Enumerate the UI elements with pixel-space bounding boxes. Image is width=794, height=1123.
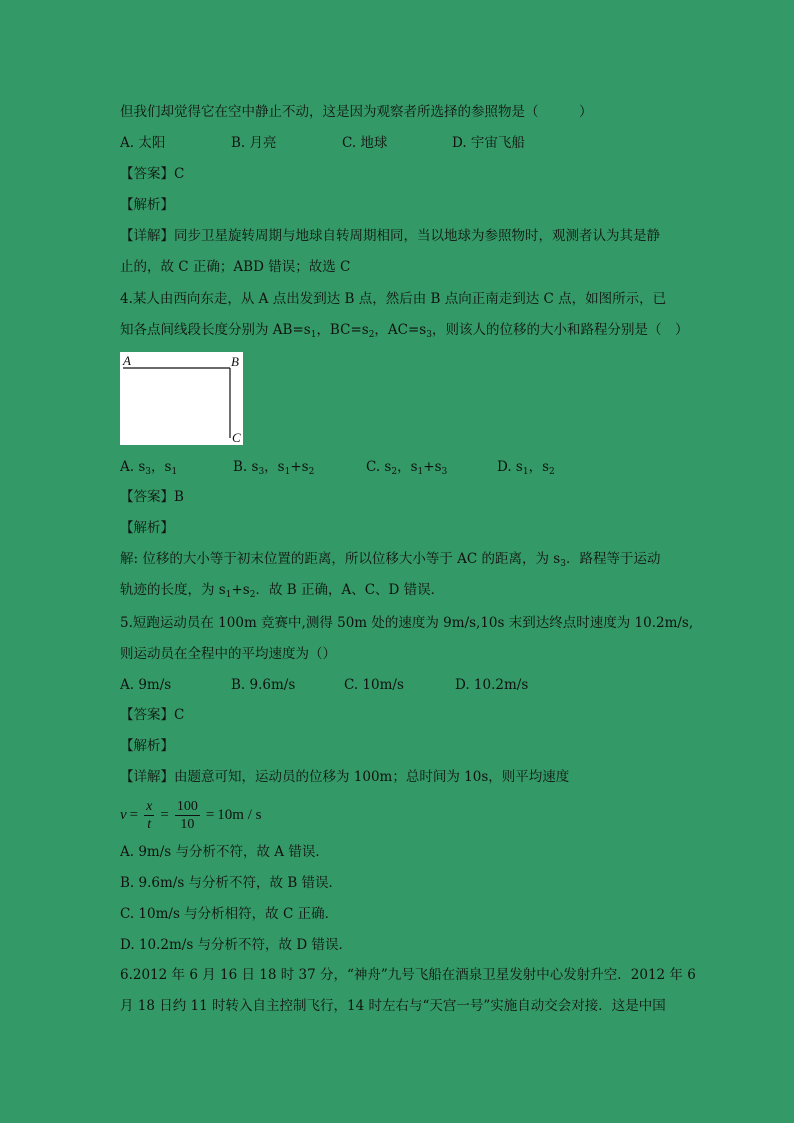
q5-eval-d: D. 10.2m/s 与分析不符，故 D 错误． — [120, 937, 352, 953]
q5-eval-b: B. 9.6m/s 与分析不符，故 B 错误． — [120, 875, 343, 891]
q3-option-d: D. 宇宙飞船 — [452, 135, 525, 151]
path-diagram-figure — [120, 352, 243, 445]
q5-answer: 【答案】C — [120, 707, 185, 723]
q5-stem-line-1: 5.短跑运动员在 100m 竞赛中,测得 50m 处的速度为 9m/s,10s 末到达终点时速度为 10.2m/s, — [120, 615, 694, 631]
q4-option-b: B. $s_3$，$s_1+s_2$ — [233, 459, 315, 477]
q3-answer: 【答案】C — [120, 166, 185, 182]
q4-solution-line-1: 解: 位移的大小等于初末位置的距离，所以位移大小等于 AC 的距离，为 $s_3$．路程等于运动 — [120, 551, 661, 569]
q5-stem-line-2: 则运动员在全程中的平均速度为（） — [120, 646, 336, 662]
q5-option-a: A. 9m/s — [120, 677, 172, 693]
formula-result: 10m / s — [217, 806, 262, 823]
q5-detail-line-1: 【详解】由题意可知，运动员的位移为 100m；总时间为 10s，则平均速度 — [120, 769, 570, 785]
q3-option-a: A. 太阳 — [120, 135, 166, 151]
q3-detail-line-2: 止的，故 C 正确；ABD 错误；故选 C — [120, 259, 351, 275]
formula-eq1: = — [129, 806, 139, 823]
point-b-label: B — [231, 354, 239, 369]
q4-option-c: C. $s_2$，$s_1+s_3$ — [366, 459, 448, 477]
q3-option-b: B. 月亮 — [231, 135, 277, 151]
q4-answer: 【答案】B — [120, 489, 184, 505]
point-a-label: A — [123, 353, 131, 368]
formula-eq3: = — [205, 806, 215, 823]
formula-fraction-x-over-t: $\frac{x}{t}$ — [146, 798, 153, 832]
formula-v: v — [120, 806, 127, 823]
average-velocity-formula — [120, 795, 261, 835]
q5-analysis-label: 【解析】 — [120, 738, 174, 754]
q3-option-c: C. 地球 — [342, 135, 388, 151]
q6-stem-line-2: 月 18 日约 11 时转入自主控制飞行，14 时左右与“天宫一号”实施自动交会对接．这是中国 — [120, 998, 666, 1014]
q3-stem-continuation: 但我们却觉得它在空中静止不动，这是因为观察者所选择的参照物是（ ） — [120, 104, 593, 120]
q4-stem-line-2: 知各点间线段长度分别为 $AB=s_1$，$BC=s_2$，$AC=s_3$，则该人的位移的大小和路程分别是（ ） — [120, 322, 689, 340]
q5-option-d: D. 10.2m/s — [455, 677, 529, 693]
q3-analysis-label: 【解析】 — [120, 197, 174, 213]
q5-option-c: C. 10m/s — [344, 677, 404, 693]
q4-option-a: A. $s_3$，$s_1$ — [120, 459, 178, 477]
q6-stem-line-1: 6.2012 年 6 月 16 日 18 时 37 分，“神舟”九号飞船在酒泉卫星发射中心发射升空．2012 年 6 — [120, 967, 696, 983]
q5-eval-c: C. 10m/s 与分析相符，故 C 正确． — [120, 906, 339, 922]
q3-detail-line-1: 【详解】同步卫星旋转周期与地球自转周期相同，当以地球为参照物时，观测者认为其是静 — [120, 228, 660, 244]
q5-option-b: B. 9.6m/s — [231, 677, 296, 693]
q4-solution-line-2: 轨迹的长度，为 $s_1+s_2$．故 B 正确，A、C、D 错误． — [120, 582, 445, 600]
formula-eq2: = — [160, 806, 169, 823]
q4-stem-line-1: 4.某人由西向东走，从 A 点出发到达 B 点，然后由 B 点向正南走到达 C 点，如图所示，已 — [120, 291, 667, 307]
formula-fraction-100-over-10: $\frac{100}{10}$ — [176, 798, 198, 832]
point-c-label: C — [232, 430, 241, 445]
q5-eval-a: A. 9m/s 与分析不符，故 A 错误． — [120, 844, 329, 860]
q4-option-d: D. $s_1$，$s_2$ — [497, 459, 555, 477]
q4-analysis-label: 【解析】 — [120, 520, 174, 536]
